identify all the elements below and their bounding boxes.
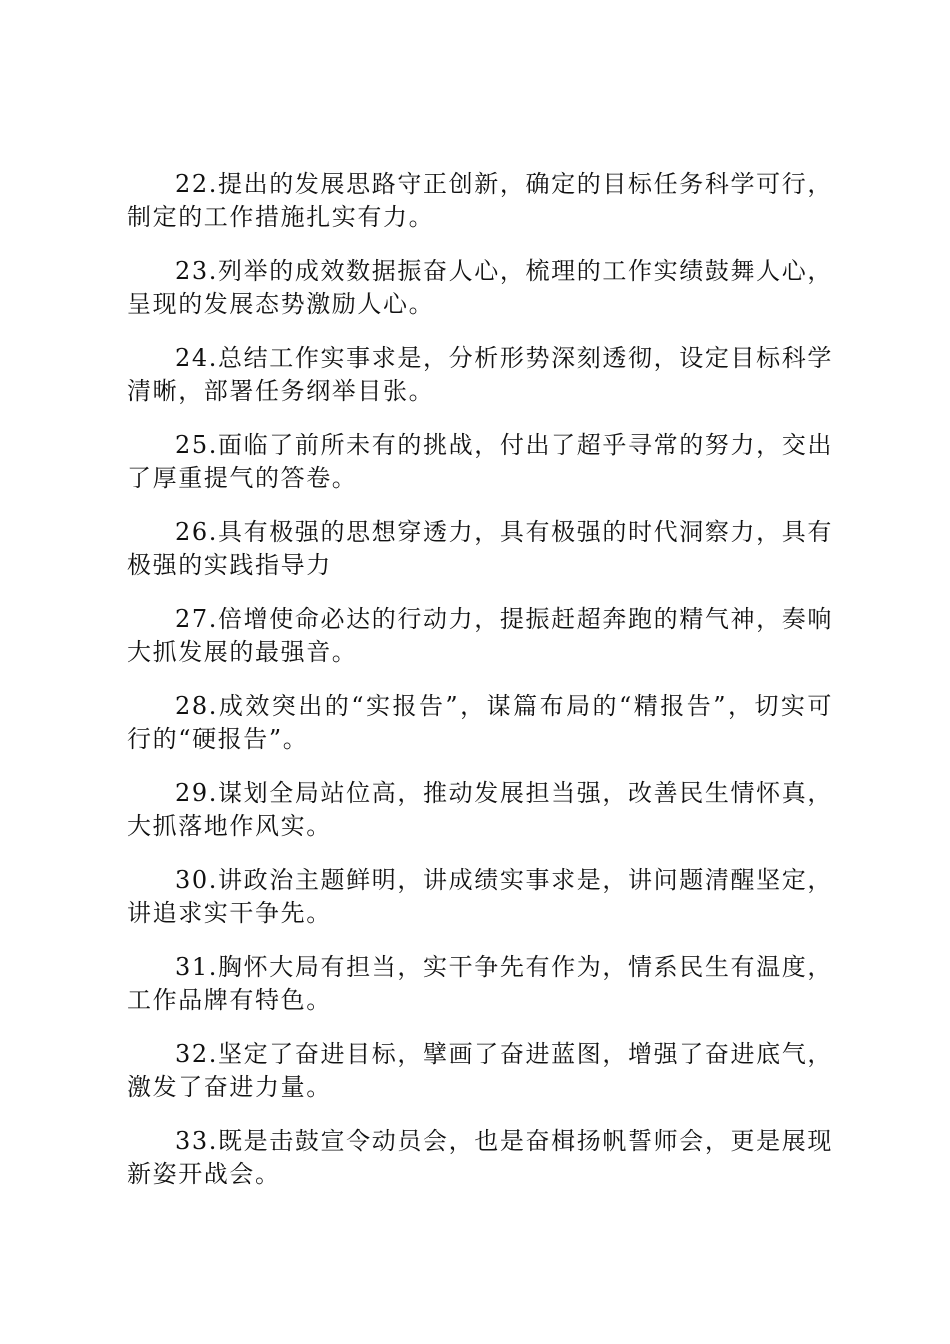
paragraph-23: 23.列举的成效数据振奋人心，梳理的工作实绩鼓舞人心，呈现的发展态势激励人心。 [127,257,833,318]
paragraph-32: 32.坚定了奋进目标，擘画了奋进蓝图，增强了奋进底气，激发了奋进力量。 [127,1040,833,1101]
paragraph-24: 24.总结工作实事求是，分析形势深刻透彻，设定目标科学清晰，部署任务纲举目张。 [127,344,833,405]
paragraph-27: 27.倍增使命必达的行动力，提振赶超奔跑的精气神，奏响大抓发展的最强音。 [127,605,833,666]
document-body [127,168,833,1212]
paragraph-31: 31.胸怀大局有担当，实干争先有作为，情系民生有温度，工作品牌有特色。 [127,953,833,1014]
paragraph-33: 33.既是击鼓宣令动员会，也是奋楫扬帆誓师会，更是展现新姿开战会。 [127,1127,833,1188]
paragraph-29: 29.谋划全局站位高，推动发展担当强，改善民生情怀真，大抓落地作风实。 [127,779,833,840]
paragraph-30: 30.讲政治主题鲜明，讲成绩实事求是，讲问题清醒坚定，讲追求实干争先。 [127,866,833,927]
paragraph-22: 22.提出的发展思路守正创新，确定的目标任务科学可行，制定的工作措施扎实有力。 [127,170,833,231]
paragraph-26: 26.具有极强的思想穿透力，具有极强的时代洞察力，具有极强的实践指导力 [127,518,833,579]
paragraph-25: 25.面临了前所未有的挑战，付出了超乎寻常的努力，交出了厚重提气的答卷。 [127,431,833,492]
paragraph-28: 28.成效突出的“实报告”，谋篇布局的“精报告”，切实可行的“硬报告”。 [127,692,833,753]
